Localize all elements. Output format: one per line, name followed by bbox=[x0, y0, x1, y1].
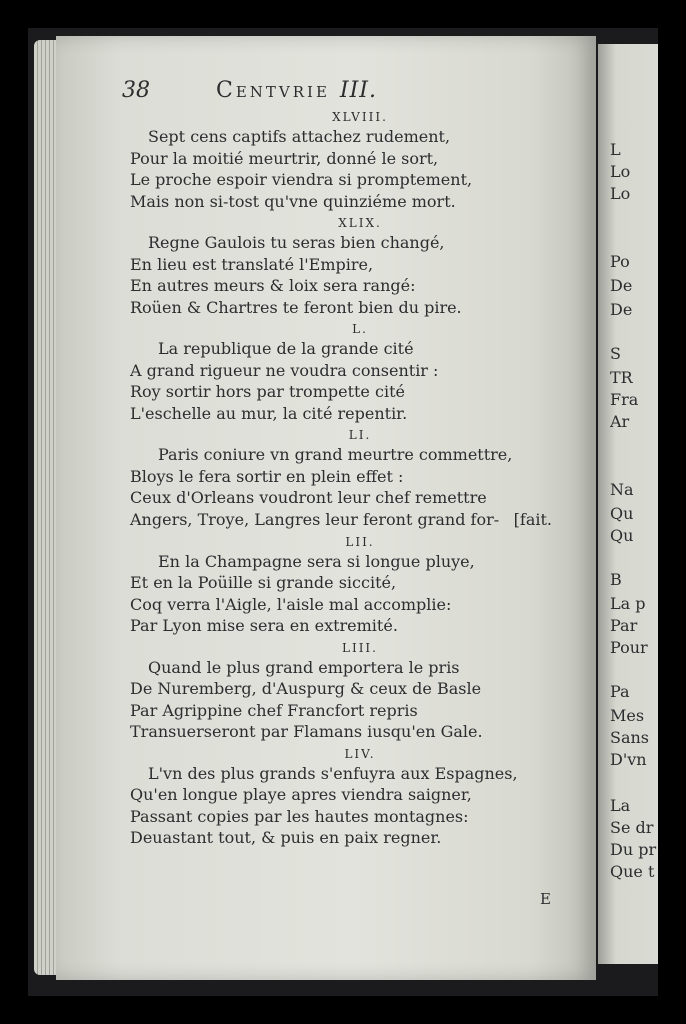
right-page-line-fragment: Na bbox=[610, 480, 634, 499]
right-page-line-fragment: Qu bbox=[610, 526, 634, 545]
verse-line: Mais non si-tost qu'vne quinziéme mort. bbox=[130, 191, 456, 211]
quatrain bbox=[130, 426, 570, 531]
verse-line: Ceux d'Orleans voudront leur chef remettre bbox=[130, 488, 487, 507]
page-header bbox=[122, 78, 462, 106]
verse-line: Passant copies par les hautes montagnes: bbox=[130, 806, 469, 826]
quatrain-number: XLVIII. bbox=[332, 110, 388, 124]
verse-line: Et en la Poüille si grande siccité, bbox=[130, 573, 397, 592]
right-page-line-fragment: De bbox=[610, 300, 633, 319]
quatrain bbox=[130, 108, 570, 212]
running-head-number: III. bbox=[339, 78, 377, 103]
right-page-line-fragment: Fra bbox=[610, 390, 639, 409]
verse-line: Angers, Troye, Langres leur feront grand for- bbox=[130, 509, 500, 529]
verse-line: De Nuremberg, d'Auspurg & ceux de Basle bbox=[130, 679, 482, 698]
right-page-line-fragment: Qu bbox=[610, 504, 634, 523]
verse-line: Pour la moitié meurtrir, donné le sort, bbox=[130, 148, 439, 168]
quatrain-number: LIII. bbox=[341, 640, 378, 655]
right-page-line-fragment: B bbox=[610, 570, 622, 589]
verse-line: Transuerseront par Flamans iusqu'en Gale. bbox=[130, 722, 483, 741]
verse-line: Le proche espoir viendra si promptement, bbox=[130, 170, 473, 189]
right-page-line-fragment: Lo bbox=[610, 184, 631, 203]
quatrain-number: LII. bbox=[345, 534, 375, 549]
quatrain bbox=[130, 745, 570, 849]
right-page-line-fragment: Ar bbox=[610, 412, 630, 431]
right-page-line-fragment: D'vn bbox=[610, 750, 647, 769]
right-page-line-fragment: Lo bbox=[610, 162, 631, 181]
quatrain-number: L. bbox=[352, 322, 368, 336]
verse-line: Sept cens captifs attachez rudement, bbox=[148, 127, 451, 146]
right-page-line-fragment: Que t bbox=[610, 862, 655, 881]
quatrain bbox=[130, 320, 570, 424]
verse-line: Quand le plus grand emportera le pris bbox=[148, 657, 460, 677]
page-number: 38 bbox=[122, 78, 150, 103]
verse-line: Bloys le fera sortir en plein effet : bbox=[130, 466, 404, 486]
verse-line: L'eschelle au mur, la cité repentir. bbox=[130, 403, 408, 423]
verse-line: En lieu est translaté l'Empire, bbox=[130, 254, 374, 274]
right-page-line-fragment: L bbox=[610, 140, 621, 159]
right-page-line-fragment: Se dr bbox=[610, 818, 654, 837]
right-page-line-fragment: Mes bbox=[610, 706, 645, 725]
verse-line: Qu'en longue playe apres viendra saigner, bbox=[130, 785, 472, 804]
verse-line: La republique de la grande cité bbox=[158, 339, 414, 358]
quatrain bbox=[130, 639, 570, 743]
verse-line: Coq verra l'Aigle, l'aisle mal accomplie: bbox=[130, 594, 452, 614]
quatrain-number: XLIX. bbox=[338, 216, 382, 230]
verse-line: Deuastant tout, & puis en paix regner. bbox=[130, 828, 442, 847]
verse-line: Par Agrippine chef Francfort repris bbox=[130, 700, 418, 720]
right-page-line-fragment: De bbox=[610, 276, 633, 295]
verse-line: L'vn des plus grands s'enfuyra aux Espagnes, bbox=[148, 763, 518, 783]
right-page-line-fragment: TR bbox=[610, 368, 633, 387]
verse-line: Paris coniure vn grand meurtre commettre, bbox=[158, 445, 513, 464]
right-page-line-fragment: Pour bbox=[610, 638, 648, 657]
quatrain bbox=[130, 533, 570, 637]
quatrain bbox=[130, 214, 570, 318]
running-head bbox=[216, 78, 377, 103]
right-page-line-fragment: Po bbox=[610, 252, 630, 271]
quatrain-number: LIV. bbox=[344, 746, 376, 761]
verse-line: En la Champagne sera si longue pluye, bbox=[158, 551, 475, 571]
verse-line: En autres meurs & loix sera rangé: bbox=[130, 276, 416, 295]
verse-line: Roüen & Chartres te feront bien du pire. bbox=[130, 297, 462, 317]
running-head-word: Centvrie bbox=[216, 78, 330, 103]
right-page-line-fragment: Sans bbox=[610, 728, 650, 747]
verse-line: Roy sortir hors par trompette cité bbox=[130, 382, 405, 401]
quatrain-number: LI. bbox=[348, 428, 372, 442]
right-page-line-fragment: La p bbox=[610, 594, 646, 613]
verse-line: A grand rigueur ne voudra consentir : bbox=[130, 360, 439, 380]
right-page-line-fragment: Par bbox=[610, 616, 638, 635]
verse-line: Regne Gaulois tu seras bien changé, bbox=[148, 233, 445, 252]
verse-line: Par Lyon mise sera en extremité. bbox=[130, 616, 398, 635]
right-page-line-fragment: La bbox=[610, 796, 631, 815]
catchword: E bbox=[540, 890, 551, 908]
verse-turnover: [fait. bbox=[513, 510, 552, 529]
right-page-line-fragment: Du pr bbox=[610, 840, 657, 859]
right-page-line-fragment: Pa bbox=[610, 682, 630, 701]
right-page-line-fragment: S bbox=[610, 344, 621, 363]
quatrain-body bbox=[130, 108, 570, 849]
